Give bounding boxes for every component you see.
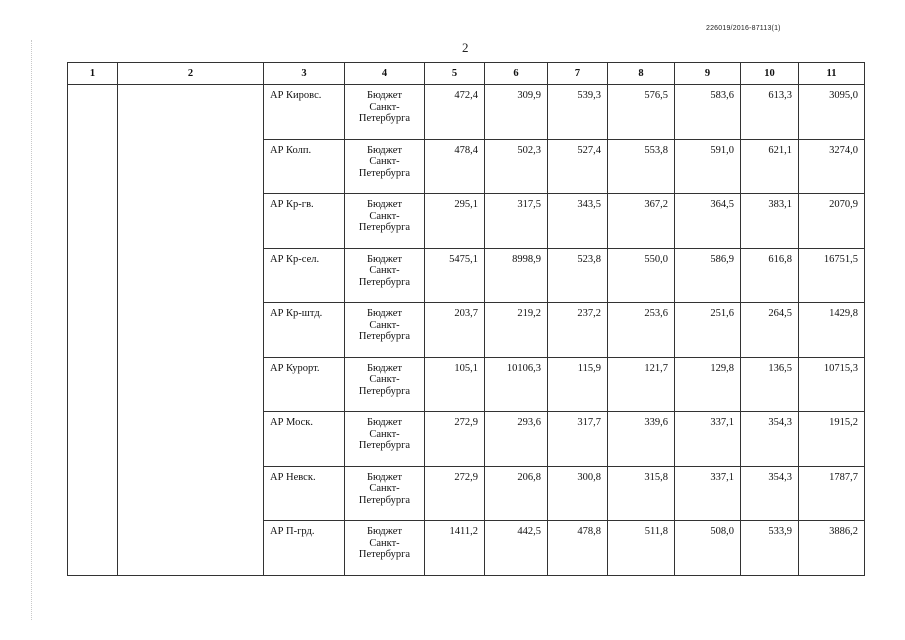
- year-value-cell: 317,7: [548, 412, 608, 467]
- area-name-cell: АР Моск.: [264, 412, 345, 467]
- budget-source-line: Санкт-: [369, 428, 400, 440]
- area-name-cell: АР Кр-сел.: [264, 248, 345, 303]
- year-value-cell: 295,1: [425, 194, 485, 249]
- year-value-cell: 136,5: [741, 357, 799, 412]
- budget-source-line: Санкт-: [369, 483, 400, 494]
- total-value-cell: 3095,0: [799, 85, 865, 140]
- total-value-cell: 3886,2: [799, 521, 865, 576]
- area-name-cell: АР Кировс.: [264, 85, 345, 140]
- total-value-cell: 3274,0: [799, 139, 865, 194]
- budget-source-line: Бюджет: [366, 417, 403, 428]
- year-value-cell: 523,8: [548, 248, 608, 303]
- column-header: 1: [68, 63, 118, 85]
- year-value-cell: 315,8: [608, 466, 675, 521]
- year-value-cell: 502,3: [485, 139, 548, 194]
- total-value-cell: 10715,3: [799, 357, 865, 412]
- year-value-cell: 583,6: [675, 85, 741, 140]
- budget-source-line: Бюджет: [366, 308, 403, 319]
- document-id: 226019/2016-87113(1): [706, 25, 781, 32]
- budget-source-line: Санкт-: [369, 210, 400, 222]
- column-header: 11: [799, 63, 865, 85]
- year-value-cell: 300,8: [548, 466, 608, 521]
- budget-source-line: Бюджет: [366, 144, 403, 156]
- budget-source-cell: [345, 85, 425, 140]
- total-value-cell: 1429,8: [799, 303, 865, 358]
- year-value-cell: 613,3: [741, 85, 799, 140]
- total-value-cell: 1787,7: [799, 466, 865, 521]
- year-value-cell: 616,8: [741, 248, 799, 303]
- area-name-cell: АР Колп.: [264, 139, 345, 194]
- year-value-cell: 121,7: [608, 357, 675, 412]
- budget-source-line: Санкт-: [369, 265, 400, 276]
- year-value-cell: 105,1: [425, 357, 485, 412]
- budget-source-line: Петербурга: [358, 222, 411, 233]
- year-value-cell: 339,6: [608, 412, 675, 467]
- year-value-cell: 337,1: [675, 412, 741, 467]
- year-value-cell: 511,8: [608, 521, 675, 576]
- column-header: 3: [264, 63, 345, 85]
- year-value-cell: 383,1: [741, 194, 799, 249]
- year-value-cell: 206,8: [485, 466, 548, 521]
- column-header: 2: [118, 63, 264, 85]
- budget-source-line: Санкт-: [369, 101, 400, 113]
- year-value-cell: 203,7: [425, 303, 485, 358]
- year-value-cell: 1411,2: [425, 521, 485, 576]
- budget-source-line: Бюджет: [366, 362, 403, 374]
- budget-source-cell: [345, 412, 425, 467]
- budget-source-cell: [345, 139, 425, 194]
- budget-source-line: Петербурга: [358, 494, 411, 506]
- column-1-merged-cell: [68, 85, 118, 576]
- year-value-cell: 309,9: [485, 85, 548, 140]
- budget-source-line: Бюджет: [366, 199, 403, 210]
- header-row: [68, 63, 865, 85]
- total-value-cell: 16751,5: [799, 248, 865, 303]
- year-value-cell: 337,1: [675, 466, 741, 521]
- budget-table: [67, 62, 865, 576]
- year-value-cell: 251,6: [675, 303, 741, 358]
- column-header: 7: [548, 63, 608, 85]
- budget-source-line: Бюджет: [366, 253, 403, 265]
- year-value-cell: 591,0: [675, 139, 741, 194]
- year-value-cell: 621,1: [741, 139, 799, 194]
- year-value-cell: 293,6: [485, 412, 548, 467]
- budget-source-line: Бюджет: [366, 471, 403, 483]
- column-header: 4: [345, 63, 425, 85]
- year-value-cell: 472,4: [425, 85, 485, 140]
- year-value-cell: 5475,1: [425, 248, 485, 303]
- table-header: [68, 63, 865, 85]
- budget-source-cell: [345, 194, 425, 249]
- year-value-cell: 550,0: [608, 248, 675, 303]
- year-value-cell: 129,8: [675, 357, 741, 412]
- year-value-cell: 115,9: [548, 357, 608, 412]
- year-value-cell: 272,9: [425, 466, 485, 521]
- budget-source-cell: [345, 248, 425, 303]
- budget-source-line: Петербурга: [358, 113, 411, 124]
- year-value-cell: 272,9: [425, 412, 485, 467]
- column-header: 10: [741, 63, 799, 85]
- budget-source-line: Бюджет: [366, 90, 403, 101]
- area-name-cell: АР Кр-гв.: [264, 194, 345, 249]
- year-value-cell: 219,2: [485, 303, 548, 358]
- column-header: 5: [425, 63, 485, 85]
- area-name-cell: АР Курорт.: [264, 357, 345, 412]
- page-number: 2: [462, 40, 469, 55]
- budget-source-cell: [345, 303, 425, 358]
- year-value-cell: 367,2: [608, 194, 675, 249]
- budget-source-cell: [345, 466, 425, 521]
- budget-source-line: Санкт-: [369, 156, 400, 167]
- area-name-cell: АР Кр-штд.: [264, 303, 345, 358]
- year-value-cell: 508,0: [675, 521, 741, 576]
- total-value-cell: 2070,9: [799, 194, 865, 249]
- year-value-cell: 527,4: [548, 139, 608, 194]
- column-2-merged-cell: [118, 85, 264, 576]
- area-name-cell: АР Невск.: [264, 466, 345, 521]
- budget-source-line: Санкт-: [369, 537, 400, 549]
- year-value-cell: 478,4: [425, 139, 485, 194]
- budget-source-line: Бюджет: [366, 526, 403, 537]
- year-value-cell: 539,3: [548, 85, 608, 140]
- year-value-cell: 553,8: [608, 139, 675, 194]
- table-body: [68, 85, 865, 576]
- budget-source-cell: [345, 521, 425, 576]
- year-value-cell: 253,6: [608, 303, 675, 358]
- year-value-cell: 533,9: [741, 521, 799, 576]
- year-value-cell: 237,2: [548, 303, 608, 358]
- budget-source-line: Петербурга: [358, 385, 411, 397]
- year-value-cell: 478,8: [548, 521, 608, 576]
- year-value-cell: 317,5: [485, 194, 548, 249]
- year-value-cell: 576,5: [608, 85, 675, 140]
- column-header: 6: [485, 63, 548, 85]
- year-value-cell: 586,9: [675, 248, 741, 303]
- year-value-cell: 343,5: [548, 194, 608, 249]
- total-value-cell: 1915,2: [799, 412, 865, 467]
- year-value-cell: 264,5: [741, 303, 799, 358]
- year-value-cell: 8998,9: [485, 248, 548, 303]
- year-value-cell: 354,3: [741, 412, 799, 467]
- budget-table-container: [67, 62, 864, 576]
- budget-source-line: Санкт-: [369, 319, 400, 331]
- year-value-cell: 442,5: [485, 521, 548, 576]
- column-header: 9: [675, 63, 741, 85]
- budget-source-line: Петербурга: [358, 549, 411, 560]
- table-row: [68, 85, 865, 140]
- budget-source-line: Петербурга: [358, 440, 411, 451]
- area-name-cell: АР П-грд.: [264, 521, 345, 576]
- scan-edge-marks: [31, 40, 34, 620]
- column-header: 8: [608, 63, 675, 85]
- year-value-cell: 364,5: [675, 194, 741, 249]
- budget-source-line: Петербурга: [358, 331, 411, 342]
- year-value-cell: 10106,3: [485, 357, 548, 412]
- year-value-cell: 354,3: [741, 466, 799, 521]
- budget-source-line: Петербурга: [358, 276, 411, 288]
- budget-source-cell: [345, 357, 425, 412]
- budget-source-line: Санкт-: [369, 374, 400, 385]
- budget-source-line: Петербурга: [358, 167, 411, 179]
